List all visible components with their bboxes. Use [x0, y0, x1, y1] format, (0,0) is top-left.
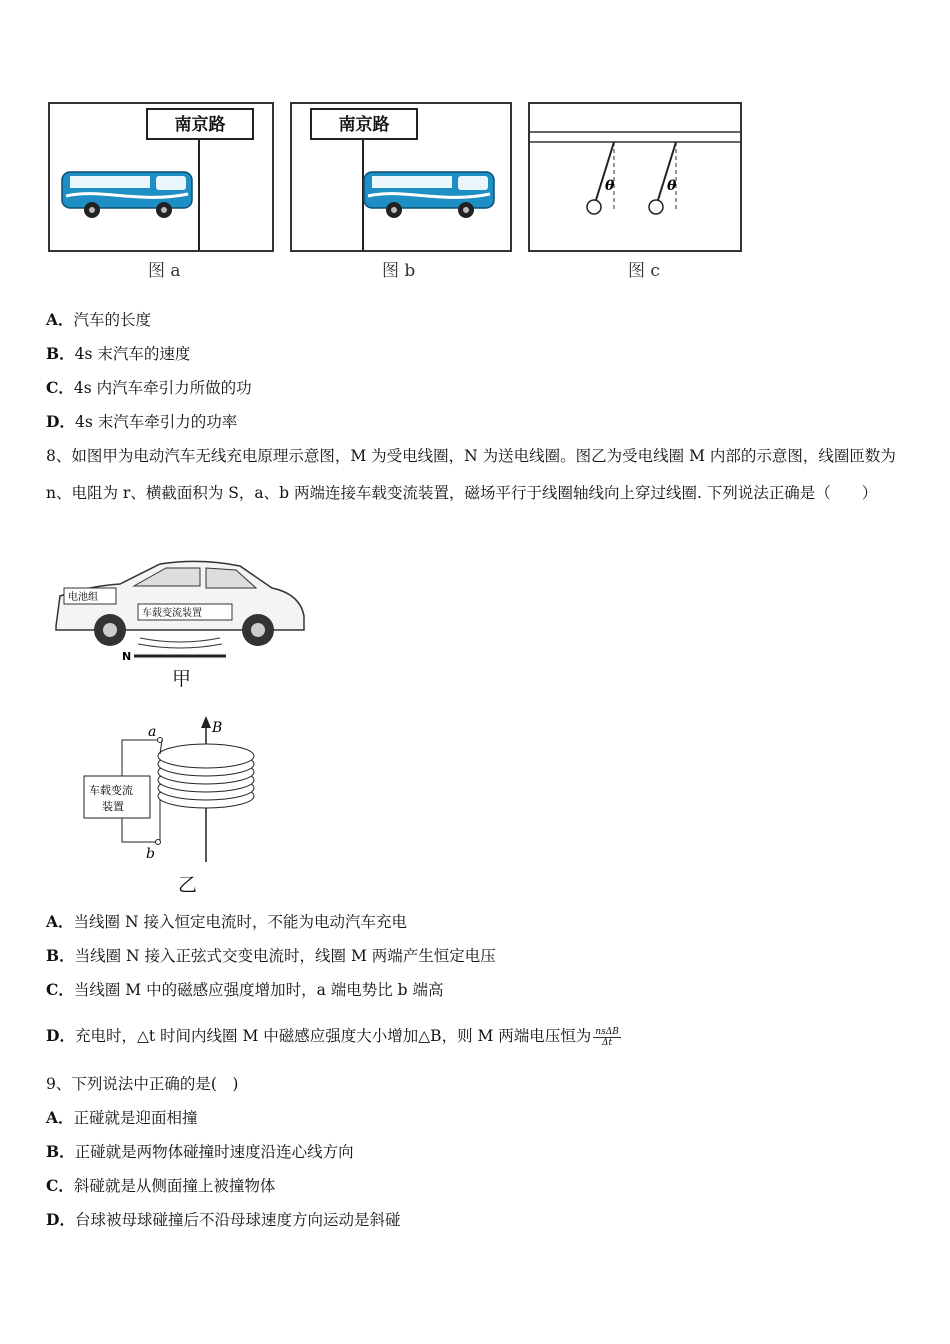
coil-N-label: N — [122, 650, 132, 663]
street-sign-b: 南京路 — [310, 108, 418, 140]
pendulum-diagram — [530, 104, 740, 250]
q7-option-b: B．4s 末汽车的速度 — [46, 344, 191, 363]
figure-a-panel — [48, 102, 274, 252]
q9-stem: 9、下列说法中正确的是( ) — [46, 1075, 239, 1093]
figure-jia-caption: 甲 — [172, 668, 192, 690]
figure-row-abc — [48, 102, 748, 282]
converter-label-2: 装置 — [102, 800, 124, 813]
terminal-b-label: b — [146, 846, 155, 862]
q7-option-a: A．汽车的长度 — [46, 310, 152, 329]
q9-option-b: B．正碰就是两物体碰撞时速度沿连心线方向 — [46, 1142, 354, 1161]
angle-label-1: θ — [605, 178, 615, 194]
q9-option-d: D．台球被母球碰撞后不沿母球速度方向运动是斜碰 — [46, 1210, 401, 1229]
car-converter-label: 车载变流装置 — [142, 608, 202, 619]
q7-option-d: D．4s 末汽车牵引力的功率 — [46, 412, 238, 431]
bus-icon-b — [362, 166, 502, 222]
q8-option-c: C．当线圈 M 中的磁感应强度增加时，a 端电势比 b 端高 — [46, 980, 444, 999]
voltage-formula: $\frac{\text{nsΔB}}{\Delta t}$ — [595, 1026, 619, 1048]
field-B-label: B — [212, 720, 223, 736]
q7-option-c: C．4s 内汽车牵引力所做的功 — [46, 378, 252, 397]
q9-option-c: C．斜碰就是从侧面撞上被撞物体 — [46, 1176, 276, 1195]
street-sign-a: 南京路 — [146, 108, 254, 140]
figure-yi — [80, 714, 270, 894]
terminal-a-label: a — [148, 724, 157, 740]
q8-stem: 8、如图甲为电动汽车无线充电原理示意图，M 为受电线圈，N 为送电线圈。图乙为受电线圈 M 内部的示意图，线圈匝数为 n、电阻为 r、横截面积为 S，a、b 两端连接车载变流装置，磁场平行于线圈轴线向上穿过线圈. 下列说法正确是（ ） — [46, 447, 896, 502]
q8-option-b: B．当线圈 N 接入正弦式交变电流时，线圈 M 两端产生恒定电压 — [46, 946, 496, 965]
bus-icon-a — [60, 166, 200, 222]
car-charging-diagram — [50, 556, 310, 666]
figure-yi-caption: 乙 — [178, 874, 198, 896]
coil-diagram — [80, 714, 270, 864]
figure-b-caption: 图 b — [382, 261, 416, 281]
figure-a-caption: 图 a — [148, 261, 181, 281]
figure-c-panel — [528, 102, 742, 252]
car-battery-label: 电池组 — [68, 592, 98, 603]
figure-jia — [50, 556, 310, 694]
angle-label-2: θ — [667, 178, 677, 194]
q9-option-a: A．正碰就是迎面相撞 — [46, 1108, 198, 1127]
figure-b-panel — [290, 102, 512, 252]
q8-option-a: A．当线圈 N 接入恒定电流时，不能为电动汽车充电 — [46, 912, 407, 931]
converter-label-1: 车载变流 — [89, 784, 133, 797]
q8-option-d: D．充电时，△t 时间内线圈 M 中磁感应强度大小增加△B，则 M 两端电压恒为 $\frac{\text{nsΔB}}{\Delta t}$ — [46, 1026, 619, 1048]
figure-c-caption: 图 c — [628, 261, 660, 281]
